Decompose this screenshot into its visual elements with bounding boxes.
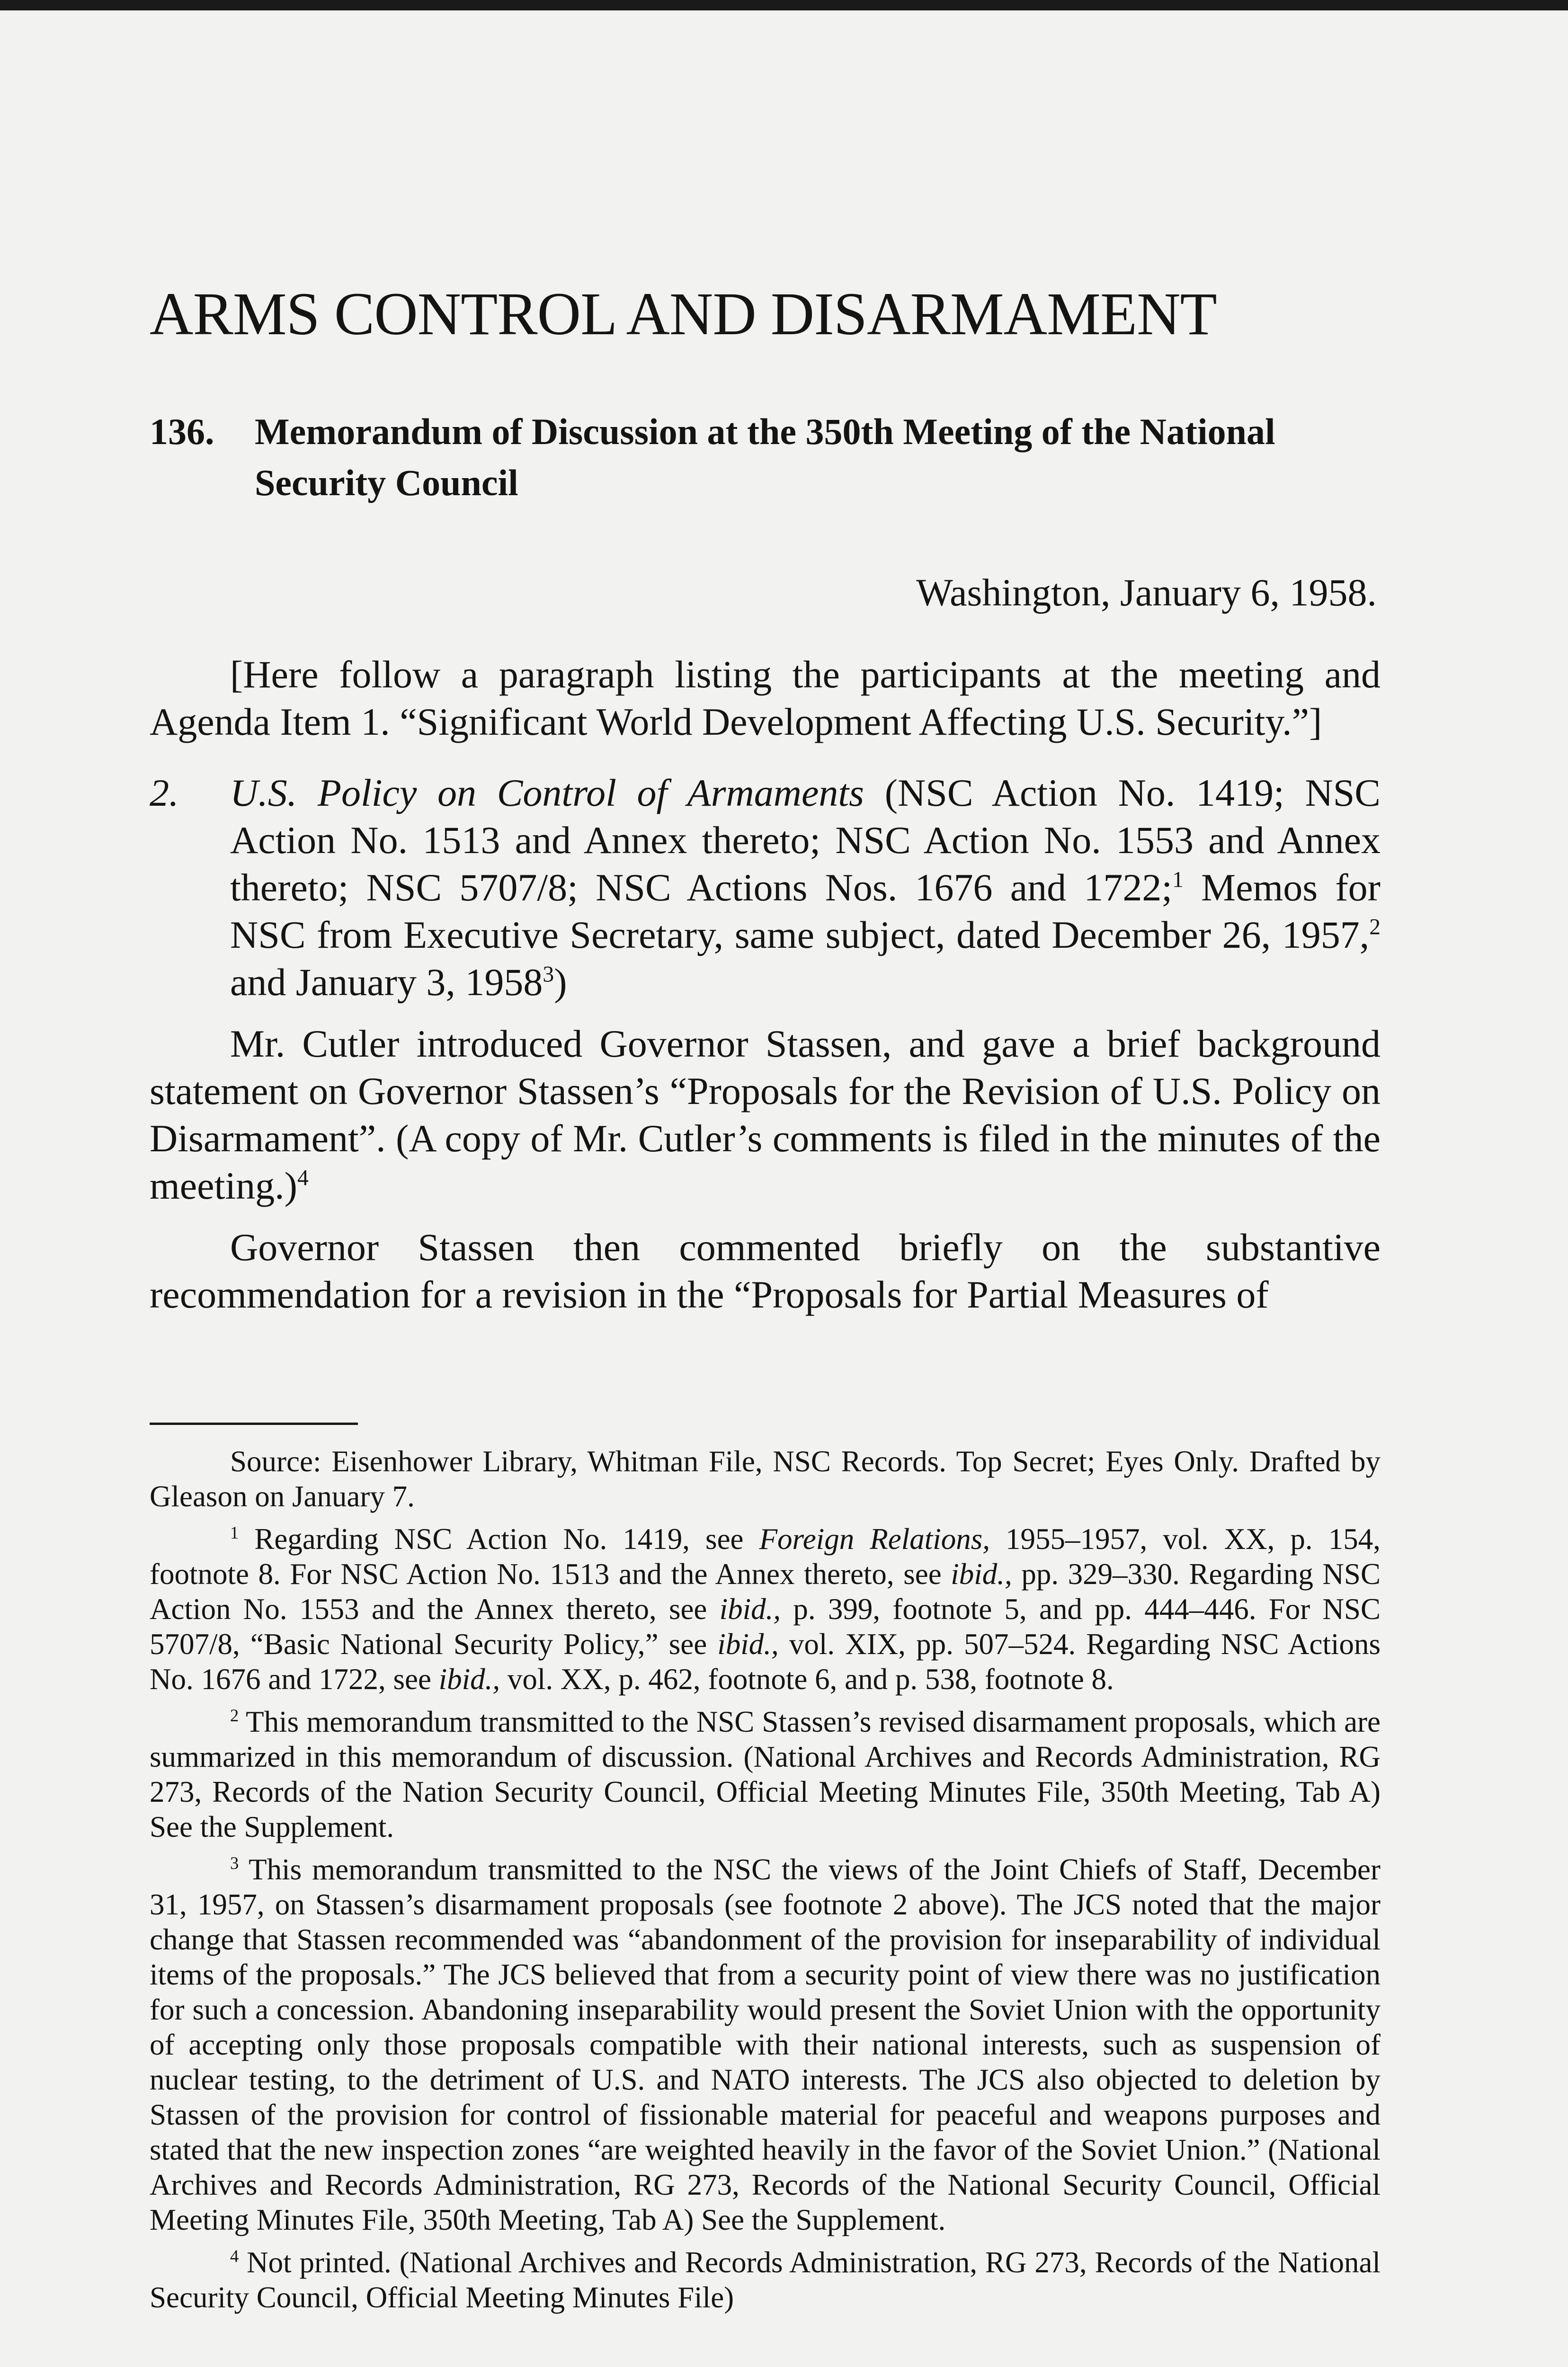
footnote-1: $^1$ Regarding NSC Action No. 1419, see Foreign Relations, 1955–1957, vol. XX, p. 154, footnote 8. For NSC Action No. 1513 and the Annex thereto, see ibid., pp. 329–330. Regarding NSC Action No. 1553 and the Annex thereto, see ibid., p. 399, footnote 5, and pp. 444–446. For NSC 5707/8, “Basic National Security Policy,” see ibid., vol. XIX, pp. 507–524. Regarding NSC Actions No. 1676 and 1722, see ibid., vol. XX, p. 462, footnote 6, and p. 538, footnote 8.	[150, 1522, 1381, 1696]
chapter-title: ARMS CONTROL AND DISARMAMENT	[150, 280, 1217, 347]
paragraph-stassen: Governor Stassen then commented briefly on the substantive recommendation for a revision in the “Proposals for Partial Measures of	[150, 1226, 1381, 1316]
scan-top-border	[0, 0, 1568, 10]
footnote-ref-4: 4	[297, 1166, 309, 1191]
editorial-note: [Here follow a paragraph listing the participants at the meeting and Agenda Item 1. “Significant World Development Affecting U.S. Security.”]	[150, 653, 1381, 743]
footnotes	[150, 1444, 1381, 2323]
agenda-item-number: 2.	[150, 771, 179, 814]
agenda-item-2	[150, 769, 1381, 1006]
document-number: 136.	[150, 411, 214, 452]
dateline: Washington, January 6, 1958.	[916, 571, 1377, 614]
footnote-3: $^3$ This memorandum transmitted to the NSC the views of the Joint Chiefs of Staff, December 31, 1957, on Stassen’s disarmament proposals (see footnote 2 above). The JCS noted that the major change that Stassen recommended was “abandonment of the provision for inseparability of individual items of the proposals.” The JCS believed that from a security point of view there was no justification for such a concession. Abandoning inseparability would present the Soviet Union with the opportunity of accepting only those proposals compatible with their national interests, such as suspension of nuclear testing, to the detriment of U.S. and NATO interests. The JCS also objected to deletion by Stassen of the provision for control of fissionable material for peaceful and weapons purposes and stated that the new inspection zones “are weighted heavily in the favor of the Soviet Union.” (National Archives and Records Administration, RG 273, Records of the National Security Council, Official Meeting Minutes File, 350th Meeting, Tab A) See the Supplement.	[150, 1853, 1381, 2236]
source-note: Source: Eisenhower Library, Whitman File, NSC Records. Top Secret; Eyes Only. Drafted by Gleason on January 7.	[150, 1445, 1381, 1513]
footnote-divider	[150, 1423, 358, 1425]
footnote-2: $^2$ This memorandum transmitted to the NSC Stassen’s revised disarmament proposals, which are summarized in this memorandum of discussion. (National Archives and Records Administration, RG 273, Records of the Nation Security Council, Official Meeting Minutes File, 350th Meeting, Tab A) See the Supplement.	[150, 1705, 1381, 1843]
footnote-4: $^4$ Not printed. (National Archives and Records Administration, RG 273, Records of the National Security Council, Official Meeting Minutes File)	[150, 2246, 1381, 2314]
footnote-ref-1: 1	[1172, 867, 1184, 892]
paragraph-cutler: Mr. Cutler introduced Governor Stassen, and gave a brief background statement on Governor Stassen’s “Proposals for the Revision of U.S. Policy on Disarmament”. (A copy of Mr. Cutler’s comments is filed in the minutes of the meeting.)$^4$	[150, 1022, 1381, 1207]
agenda-item-subject: U.S. Policy on Control of Armaments	[230, 771, 864, 814]
footnote-ref-3: 3	[543, 962, 554, 987]
document-title: Memorandum of Discussion at the 350th Meeting of the National Security Council	[255, 411, 1275, 503]
document-heading	[150, 406, 1381, 508]
agenda-item-text: U.S. Policy on Control of Armaments (NSC Action No. 1419; NSC Action No. 1513 and Annex thereto; NSC Action No. 1553 and Annex thereto; NSC 5707/8; NSC Actions Nos. 1676 and 1722;$^1$ Memos for NSC from Executive Secretary, same subject, dated December 26, 1957,$^2$ and January 3, 1958$^3$)	[230, 771, 1381, 1004]
body-text	[150, 651, 1381, 1333]
footnote-ref-2: 2	[1369, 915, 1381, 940]
